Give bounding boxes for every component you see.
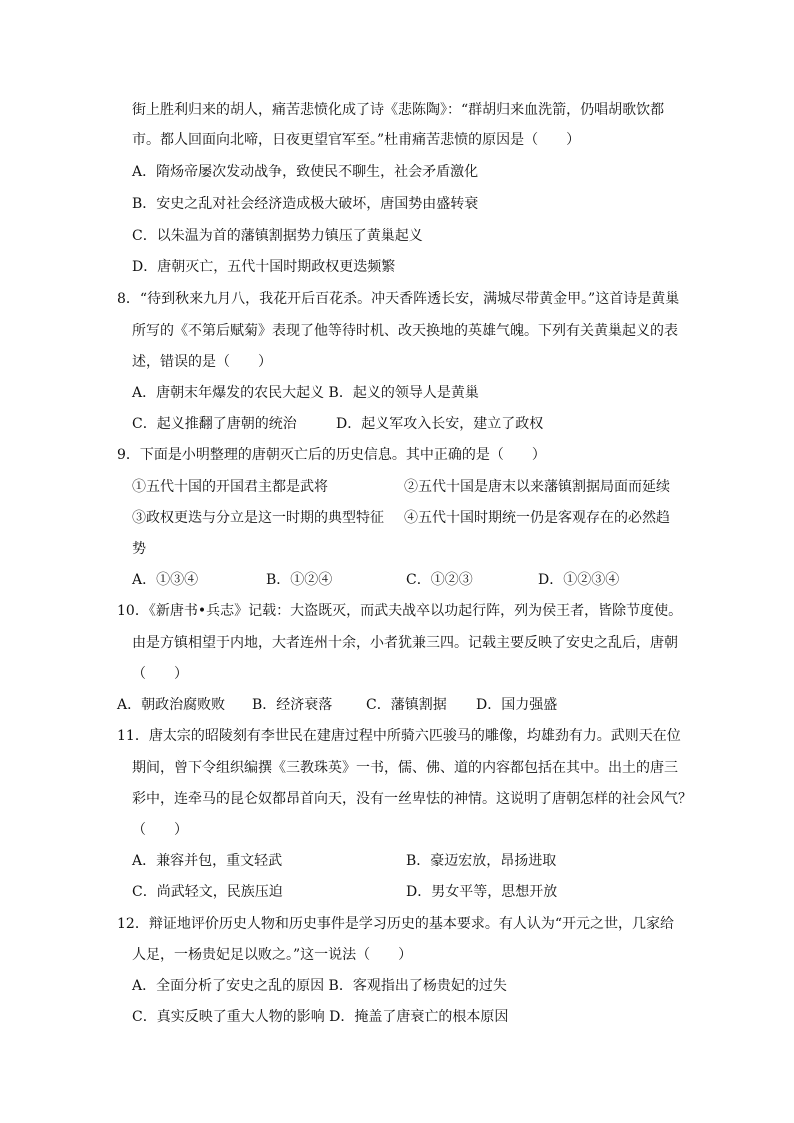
q11-stem-line-2: 期间，曾下令组织编撰《三教珠英》一书，儒、佛、道的内容都包括在其中。出土的唐三 — [132, 760, 678, 776]
q9-item-2: ②五代十国是唐末以来藩镇割据局面而延续 — [404, 479, 670, 495]
q7-option-d: D．唐朝灭亡，五代十国时期政权更迭频繁 — [132, 259, 396, 275]
q12-stem-line-2: 人足，一杨贵妃足以败之。”这一说法（ ） — [132, 947, 413, 963]
q10-stem-line-2: 由是方镇相望于内地，大者连州十余，小者犹兼三四。记载主要反映了安史之乱后，唐朝 — [132, 635, 678, 651]
q7-option-a: A．隋炀帝屡次发动战争，致使民不聊生，社会矛盾激化 — [132, 164, 479, 180]
q7-stem-line-1: 街上胜利归来的胡人，痛苦悲愤化成了诗《悲陈陶》：“群胡归来血洗箭，仍唱胡歌饮都 — [132, 102, 665, 118]
q10-option-a: A．朝政治腐败败 — [117, 697, 226, 713]
q11-option-a: A．兼容并包，重文轻武 — [132, 853, 283, 869]
q9-item-1: ①五代十国的开国君主都是武将 — [132, 479, 328, 495]
q8-stem-line-3: 述，错误的是（ ） — [132, 354, 272, 370]
q11-stem-line-3: 彩中，连牵马的昆仑奴都昂首向天，没有一丝卑怯的神情。这说明了唐朝怎样的社会风气？ — [132, 791, 692, 807]
q9-item-4: ④五代十国时期统一仍是客观存在的必然趋 — [404, 510, 670, 526]
q11-stem-line-1: 11．唐太宗的昭陵刻有李世民在建唐过程中所骑六匹骏马的雕像，均雄劲有力。武则天在位 — [117, 728, 681, 744]
q9-option-c: C．①②③ — [406, 572, 473, 588]
q11-option-c: C．尚武轻文，民族压迫 — [132, 884, 283, 900]
q7-option-b: B．安史之乱对社会经济造成极大破坏，唐国势由盛转衰 — [132, 196, 479, 212]
q7-option-c: C．以朱温为首的藩镇割据势力镇压了黄巢起义 — [132, 228, 423, 244]
q7-stem-line-2: 市。都人回面向北啼，日夜更望官军至。”杜甫痛苦悲愤的原因是（ ） — [132, 132, 581, 148]
q8-option-c: C．起义推翻了唐朝的统治 — [132, 416, 297, 432]
q8-stem-line-2: 所写的《不第后赋菊》表现了他等待时机、改天换地的英雄气魄。下列有关黄巢起义的表 — [132, 323, 678, 339]
q11-option-b: B．豪迈宏放，昂扬进取 — [406, 853, 557, 869]
q9-option-d: D．①②③④ — [538, 572, 620, 588]
q10-option-b: B．经济衰落 — [252, 697, 333, 713]
q9-item-3: ③政权更迭与分立是这一时期的典型特征 — [132, 510, 384, 526]
q10-stem-line-3: （ ） — [132, 666, 188, 682]
q11-option-d: D．男女平等，思想开放 — [406, 884, 558, 900]
q8-stem-line-1: 8．“待到秋来九月八，我花开后百花杀。冲天香阵透长安，满城尽带黄金甲。”这首诗是黄巢 — [117, 291, 680, 307]
q11-stem-line-4: （ ） — [132, 822, 188, 838]
q8-options-ab: A．唐朝末年爆发的农民大起义 B．起义的领导人是黄巢 — [132, 385, 479, 401]
q9-stem: 9．下面是小明整理的唐朝灭亡后的历史信息。其中正确的是（ ） — [117, 447, 546, 463]
q12-stem-line-1: 12．辩证地评价历史人物和历史事件是学习历史的基本要求。有人认为“开元之世，几家给 — [117, 916, 674, 932]
q9-item-4-cont: 势 — [132, 541, 146, 557]
q12-options-ab: A．全面分析了安史之乱的原因 B．客观指出了杨贵妃的过失 — [132, 978, 507, 994]
q10-stem-line-1: 10．《新唐书•兵志》记载：大盗既灭，而武夫战卒以功起行阵，列为侯王者，皆除节度使。 — [117, 603, 683, 619]
q10-option-d: D．国力强盛 — [476, 697, 558, 713]
q12-options-cd: C．真实反映了重大人物的影响 D．掩盖了唐衰亡的根本原因 — [132, 1009, 509, 1025]
q10-option-c: C．藩镇割据 — [366, 697, 447, 713]
q9-option-a: A．①③④ — [132, 572, 199, 588]
q9-option-b: B．①②④ — [266, 572, 333, 588]
q8-option-d: D．起义军攻入长安，建立了政权 — [336, 416, 544, 432]
